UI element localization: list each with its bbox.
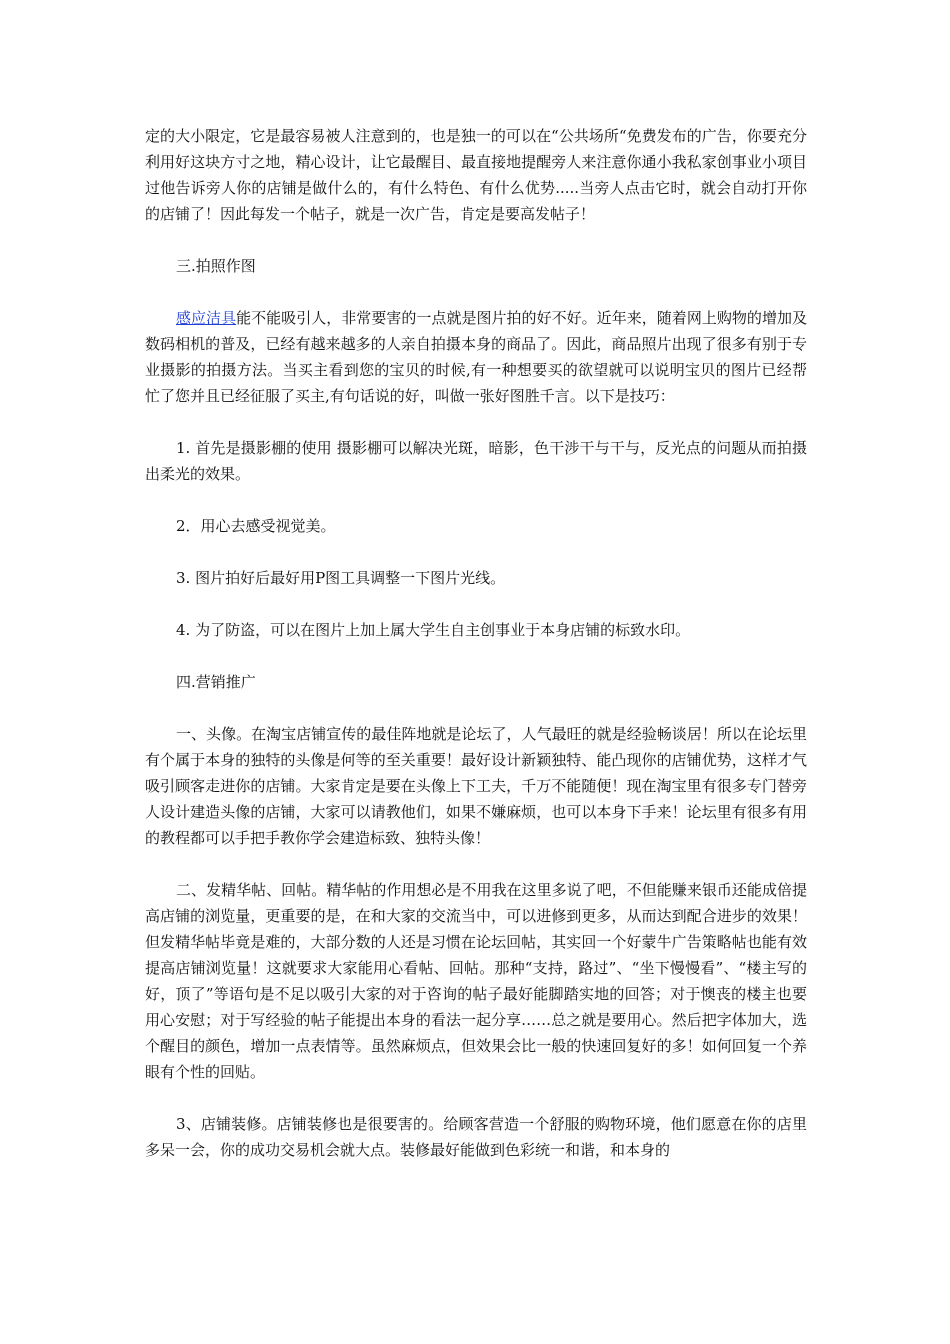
paragraph-decoration: 3、店铺装修。店铺装修也是很要害的。给顾客营造一个舒服的购物环境，他们愿意在你的店里多呆一会，你的成功交易机会就大点。装修最好能做到色彩统一和谐，和本身的	[145, 1115, 807, 1159]
section-heading-photo: 三.拍照作图	[176, 257, 256, 275]
paragraph-photo-text: 能不能吸引人，非常要害的一点就是图片拍的好不好。近年来，随着网上购物的增加及数码相机的普及，已经有越来越多的人亲自拍摄本身的商品了。因此，商品照片出现了很多有别于专业摄影的拍摄方法。当买主看到您的宝贝的时候,有一种想要买的欲望就可以说明宝贝的图片已经帮忙了您并且已经征服了买主,有句话说的好，叫做一张好图胜千言。以下是技巧：	[145, 309, 807, 405]
paragraph-posts: 二、发精华帖、回帖。精华帖的作用想必是不用我在这里多说了吧，不但能赚来银币还能成倍提高店铺的浏览量，更重要的是，在和大家的交流当中，可以进修到更多，从而达到配合进步的效果！但发精华帖毕竟是难的，大部分数的人还是习惯在论坛回帖，其实回一个好蒙牛广告策略帖也能有效提高店铺浏览量！这就要求大家能用心看帖、回帖。那种“支持，路过”、“坐下慢慢看”、“楼主写的好，顶了”等语句是不足以吸引大家的对于咨询的帖子最好能脚踏实地的回答；对于懊丧的楼主也要用心安慰；对于写经验的帖子能提出本身的看法一起分享……总之就是要用心。然后把字体加大，选个醒目的颜色，增加一点表情等。虽然麻烦点，但效果会比一般的快速回复好的多！如何回复一个养眼有个性的回贴。	[145, 881, 807, 1081]
paragraph-photo	[145, 305, 807, 409]
document-body	[145, 123, 807, 1189]
tip-item-2: 2．用心去感受视觉美。	[176, 517, 336, 535]
paragraph-avatar: 一、头像。在淘宝店铺宣传的最佳阵地就是论坛了，人气最旺的就是经验畅谈居！所以在论坛里有个属于本身的独特的头像是何等的至关重要！最好设计新颖独特、能凸现你的店铺优势，这样才气吸引顾客走进你的店铺。大家肯定是要在头像上下工夫，千万不能随便！现在淘宝里有很多专门替旁人设计建造头像的店铺，大家可以请教他们，如果不嫌麻烦，也可以本身下手来！论坛里有很多有用的教程都可以手把手教你学会建造标致、独特头像！	[145, 725, 807, 847]
tip-item-1: 1. 首先是摄影棚的使用 摄影棚可以解决光斑，暗影，色干涉干与干与，反光点的问题从而拍摄出柔光的效果。	[145, 439, 807, 483]
tip-item-3: 3. 图片拍好后最好用P图工具调整一下图片光线。	[176, 569, 506, 587]
section-heading-marketing: 四.营销推广	[176, 673, 256, 691]
tip-item-4: 4. 为了防盗，可以在图片上加上属大学生自主创事业于本身店铺的标致水印。	[176, 621, 691, 639]
sensor-sanitary-link[interactable]: 感应洁具	[176, 309, 237, 327]
paragraph-intro: 定的大小限定，它是最容易被人注意到的，也是独一的可以在“公共场所“免费发布的广告，你要充分利用好这块方寸之地，精心设计，让它最醒目、最直接地提醒旁人来注意你通小我私家创事业小项目过他告诉旁人你的店铺是做什么的，有什么特色、有什么优势.....当旁人点击它时，就会自动打开你的店铺了！因此每发一个帖子，就是一次广告，肯定是要高发帖子！	[145, 127, 807, 223]
